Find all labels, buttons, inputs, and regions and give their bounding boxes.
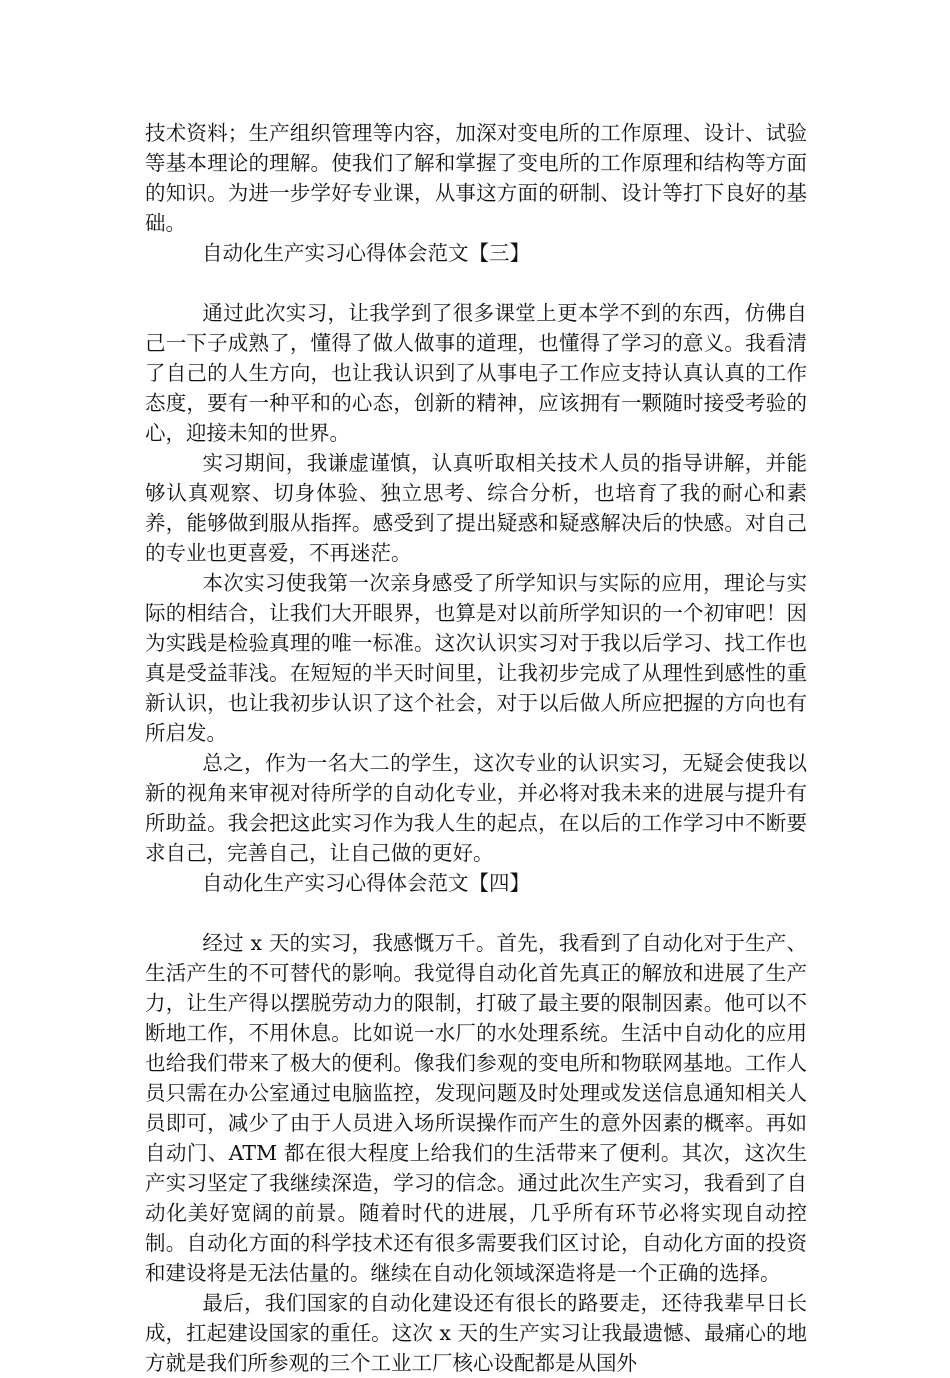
spacer [145, 898, 807, 928]
paragraph: 最后，我们国家的自动化建设还有很长的路要走，还待我辈早日长成，扛起建设国家的重任。这次 x 天的生产实习让我最遗憾、最痛心的地方就是我们所参观的三个工业工厂核心设配都是从国外 [145, 1291, 807, 1375]
spacer [145, 268, 807, 298]
paragraph: 通过此次实习，让我学到了很多课堂上更本学不到的东西，仿佛自己一下子成熟了，懂得了做人做事的道理，也懂得了学习的意义。我看清了自己的人生方向，也让我认识到了从事电子工作应支持认真认真的工作态度，要有一种平和的心态，创新的精神，应该拥有一颗随时接受考验的心，迎接未知的世界。 [145, 301, 807, 445]
document-page [145, 118, 807, 1378]
paragraph: 实习期间，我谦虚谨慎，认真听取相关技术人员的指导讲解，并能够认真观察、切身体验、独立思考、综合分析，也培育了我的耐心和素养，能够做到服从指挥。感受到了提出疑惑和疑惑解决后的快感。对自己的专业也更喜爱，不再迷茫。 [145, 451, 807, 565]
section-heading-4: 自动化生产实习心得体会范文【四】 [202, 871, 530, 895]
paragraph: 总之，作为一名大二的学生，这次专业的认识实习，无疑会使我以新的视角来审视对待所学的自动化专业，并必将对我未来的进展与提升有所助益。我会把这此实习作为我人生的起点，在以后的工作学习中不断要求自己，完善自己，让自己做的更好。 [145, 751, 807, 865]
section-heading-3: 自动化生产实习心得体会范文【三】 [202, 241, 530, 265]
paragraph: 经过 x 天的实习，我感慨万千。首先，我看到了自动化对于生产、生活产生的不可替代的影响。我觉得自动化首先真正的解放和进展了生产力，让生产得以摆脱劳动力的限制，打破了最主要的限制因素。他可以不断地工作，不用休息。比如说一水厂的水处理系统。生活中自动化的应用也给我们带来了极大的便利。像我们参观的变电所和物联网基地。工作人员只需在办公室通过电脑监控，发现问题及时处理或发送信息通知相关人员即可，减少了由于人员进入场所误操作而产生的意外因素的概率。再如自动门、ATM 都在很大程度上给我们的生活带来了便利。其次，这次生产实习坚定了我继续深造，学习的信念。通过此次生产实习，我看到了自动化美好宽阔的前景。随着时代的进展，几乎所有环节必将实现自动控制。自动化方面的科学技术还有很多需要我们区讨论，自动化方面的投资和建设将是无法估量的。继续在自动化领域深造将是一个正确的选择。 [145, 931, 807, 1285]
paragraph: 本次实习使我第一次亲身感受了所学知识与实际的应用，理论与实际的相结合，让我们大开眼界，也算是对以前所学知识的一个初审吧！因为实践是检验真理的唯一标准。这次认识实习对于我以后学习、找工作也真是受益菲浅。在短短的半天时间里，让我初步完成了从理性到感性的重新认识，也让我初步认识了这个社会，对于以后做人所应把握的方向也有所启发。 [145, 571, 807, 745]
paragraph-continuation: 技术资料；生产组织管理等内容，加深对变电所的工作原理、设计、试验等基本理论的理解。使我们了解和掌握了变电所的工作原理和结构等方面的知识。为进一步学好专业课，从事这方面的研制、设计等打下良好的基础。 [145, 121, 807, 235]
